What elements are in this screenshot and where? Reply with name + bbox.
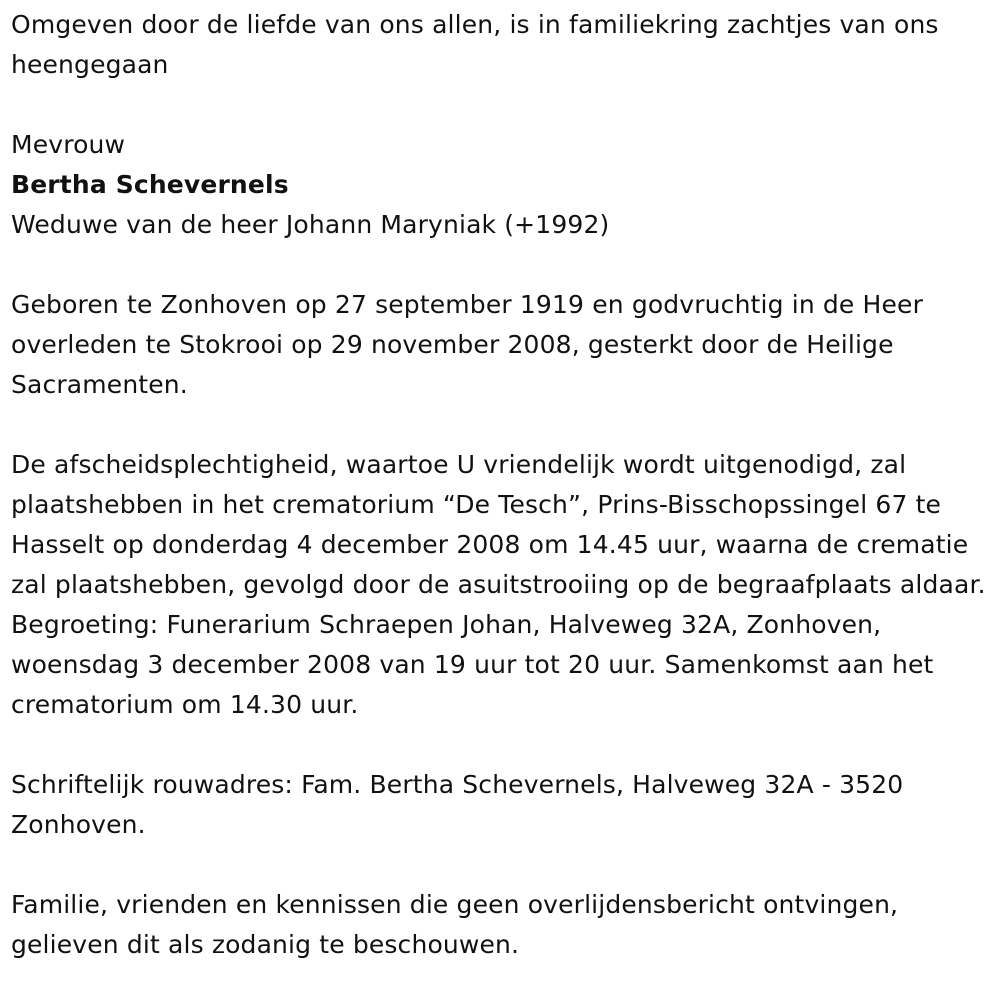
spacer [11, 245, 991, 285]
spacer [11, 725, 991, 765]
intro-text: Omgeven door de liefde van ons allen, is in familiekring zachtjes van ons heengegaan [11, 10, 939, 79]
ceremony-text: De afscheidsplechtigheid, waartoe U vriendelijk wordt uitgenodigd, zal plaatshebben in het crematorium “De Tesch”, Prins-Bisschopssingel 67 te Hasselt op donderdag 4 december 2008 om 14.45 uur, waarna de crematie zal plaatshebben, gevolgd door de asuitstrooiing op de begraafplaats aldaar. Begroeting: Funerarium Schraepen Johan, Halveweg 32A, Zonhoven, woensdag 3 december 2008 van 19 uur tot 20 uur. Samenkomst aan het crematorium om 14.30 uur. [11, 450, 986, 719]
widow-of-text: Weduwe van de heer Johann Maryniak (+1992) [11, 210, 610, 239]
deceased-name: Bertha Schevernels [11, 170, 289, 199]
spacer [11, 85, 991, 125]
obituary-notice [11, 5, 991, 965]
closing-text: Familie, vrienden en kennissen die geen overlijdensbericht ontvingen, gelieven dit als zodanig te beschouwen. [11, 890, 899, 959]
spacer [11, 405, 991, 445]
spacer [11, 845, 991, 885]
birth-death-text: Geboren te Zonhoven op 27 september 1919 en godvruchtig in de Heer overleden te Stokrooi op 29 november 2008, gesterkt door de Heilige Sacramenten. [11, 290, 923, 399]
salutation: Mevrouw [11, 130, 126, 159]
condolence-address: Schriftelijk rouwadres: Fam. Bertha Schevernels, Halveweg 32A - 3520 Zonhoven. [11, 770, 904, 839]
